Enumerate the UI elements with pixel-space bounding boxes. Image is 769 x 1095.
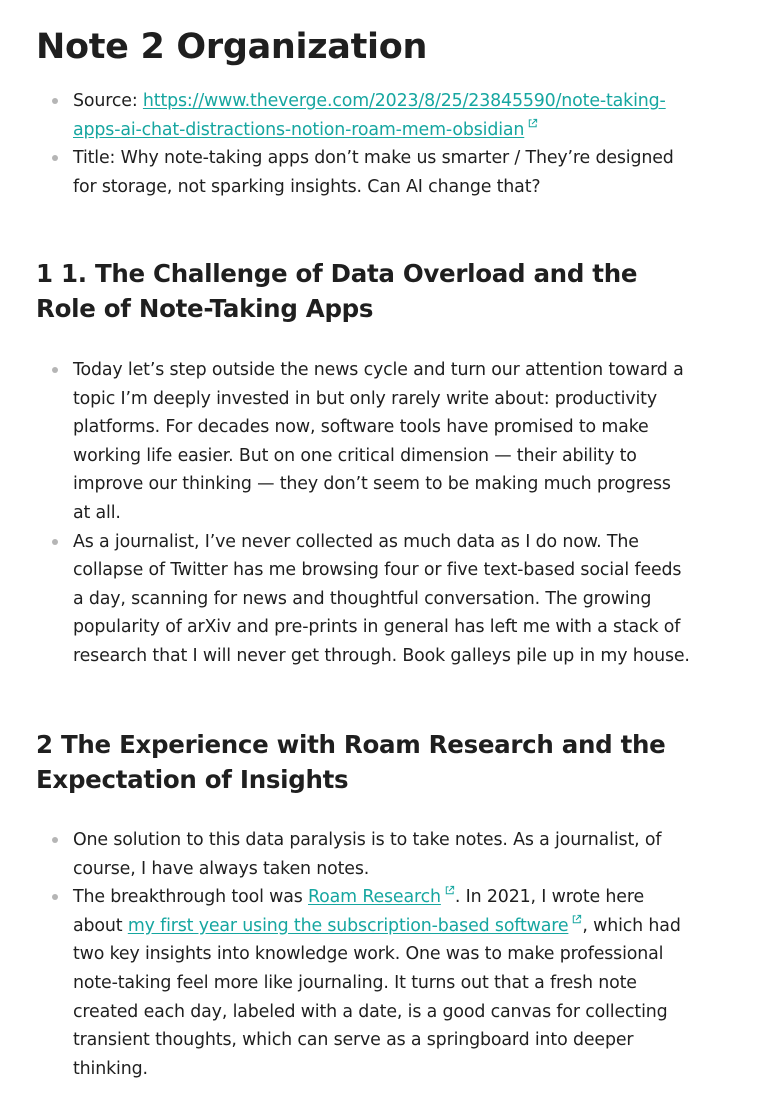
list-item <box>0 87 690 144</box>
external-link-icon <box>527 118 538 129</box>
bullet-dot <box>52 894 58 900</box>
list-item <box>0 826 690 883</box>
bullet-text-part: , which had two key insights into knowledge work. One was to make professional note-taking feel more like journaling. It turns out that a fresh note created each day, labeled with a date, is a good canvas for collecting transient thoughts, which can serve as a springboard into deeper thinking. <box>73 915 681 1079</box>
bullet-text-part: The breakthrough tool was <box>73 887 308 908</box>
external-link-icon <box>444 885 455 896</box>
section-heading: 1 1. The Challenge of Data Overload and the Role of Note-Taking Apps <box>36 259 638 323</box>
section-heading: 2 The Experience with Roam Research and the Expectation of Insights <box>36 730 666 794</box>
section-1-list <box>0 356 690 671</box>
list-item <box>0 528 690 671</box>
article-title-text: Title: Why note-taking apps don’t make us smarter / They’re designed for storage, not sparking insights. Can AI change that? <box>73 148 674 197</box>
first-year-article-link[interactable]: my first year using the subscription-based software <box>127 915 569 936</box>
list-item <box>0 144 690 201</box>
page-title: Note 2 Organization <box>36 27 428 67</box>
source-link-line-1: https://www.theverge.com/2023/8/25/23845590/note-taking- <box>142 91 666 111</box>
roam-research-link[interactable]: Roam Research <box>308 887 441 908</box>
bullet-dot <box>52 98 58 104</box>
source-link[interactable] <box>73 91 666 140</box>
source-link-line-2: apps-ai-chat-distractions-notion-roam-mem-obsidian <box>73 119 525 140</box>
list-item <box>0 356 690 528</box>
list-item <box>0 883 690 1083</box>
bullet-dot <box>52 155 58 161</box>
bullet-dot <box>52 837 58 843</box>
external-link-icon <box>571 914 582 925</box>
meta-list <box>0 87 690 201</box>
bullet-text: Today let’s step outside the news cycle and turn our attention toward a topic I’m deeply invested in but only rarely write about: productivity platforms. For decades now, software tools have promised to make working life easier. But on one critical dimension — their ability to improve our thinking — they don’t seem to be making much progress at all. <box>73 360 684 523</box>
bullet-dot <box>52 367 58 373</box>
bullet-text-part: . In 2021, I wrote here about <box>73 887 645 936</box>
bullet-text: One solution to this data paralysis is to take notes. As a journalist, of course, I have always taken notes. <box>73 830 662 879</box>
bullet-text: As a journalist, I’ve never collected as much data as I do now. The collapse of Twitter has me browsing four or five text-based social feeds a day, scanning for news and thoughtful conversation. The growing popularity of arXiv and pre-prints in general has left me with a stack of research that I will never get through. Book galleys pile up in my house. <box>73 531 690 666</box>
section-2-list <box>0 826 690 1083</box>
source-label: Source: <box>73 91 143 111</box>
bullet-dot <box>52 539 58 545</box>
